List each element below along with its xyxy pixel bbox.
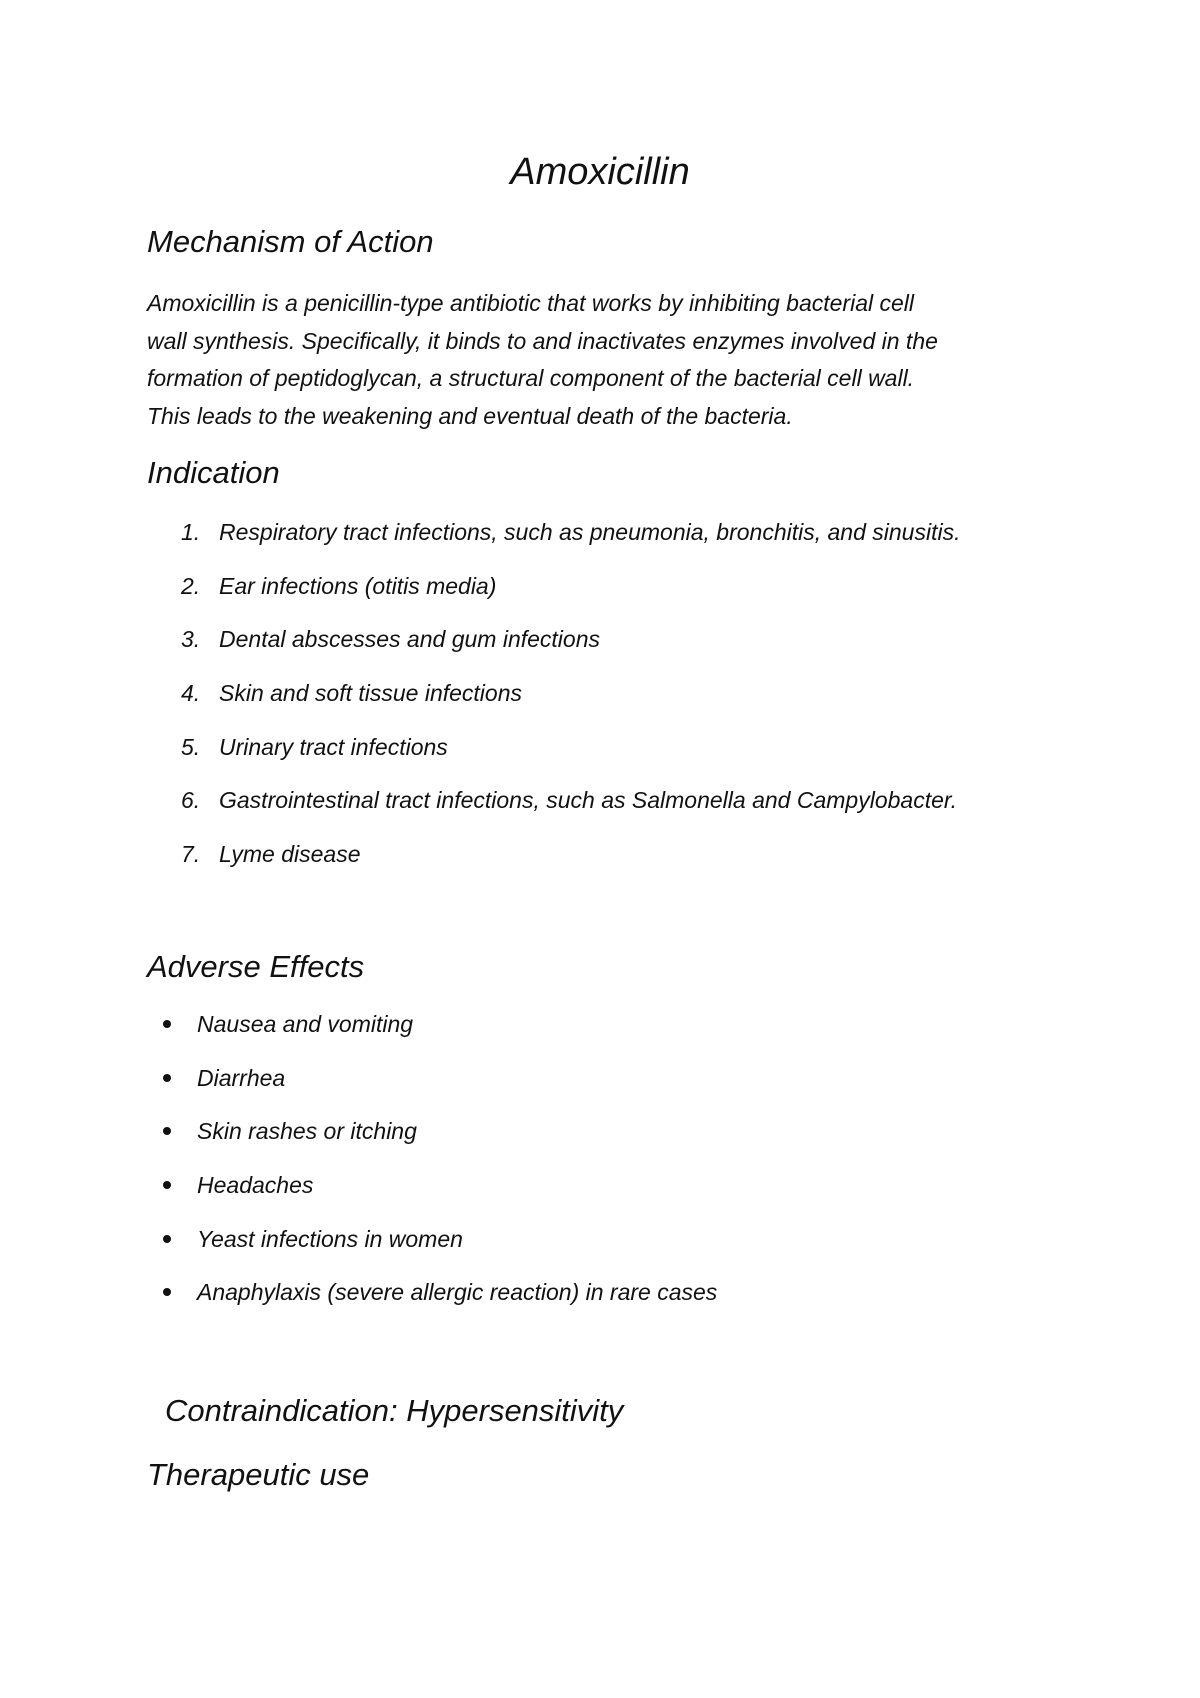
bullet-icon — [163, 1020, 171, 1028]
mechanism-paragraph — [147, 285, 1077, 435]
bullet-icon — [163, 1074, 171, 1082]
adverse-effect-text: Diarrhea — [197, 1064, 286, 1091]
adverse-effect-text: Yeast infections in women — [197, 1225, 463, 1252]
list-number: 6. — [181, 787, 201, 814]
mechanism-line: Amoxicillin is a penicillin-type antibiotic that works by inhibiting bacterial cell — [147, 290, 915, 316]
indication-text: Urinary tract infections — [219, 733, 448, 760]
list-number: 5. — [181, 733, 201, 760]
mechanism-line: formation of peptidoglycan, a structural component of the bacterial cell wall. — [147, 365, 915, 391]
indication-text: Dental abscesses and gum infections — [219, 626, 600, 653]
bullet-icon — [163, 1235, 171, 1243]
list-number: 4. — [181, 680, 201, 707]
adverse-effect-text: Anaphylaxis (severe allergic reaction) in rare cases — [197, 1279, 718, 1306]
bullet-icon — [163, 1127, 171, 1135]
adverse-effect-text: Nausea and vomiting — [197, 1011, 414, 1037]
indication-text: Respiratory tract infections, such as pneumonia, bronchitis, and sinusitis. — [219, 519, 961, 545]
list-number: 3. — [181, 626, 201, 653]
mechanism-line: This leads to the weakening and eventual death of the bacteria. — [147, 402, 793, 429]
adverse-effect-text: Skin rashes or itching — [197, 1118, 417, 1145]
document-title: Amoxicillin — [510, 151, 690, 193]
bullet-icon — [163, 1181, 171, 1189]
list-number: 2. — [181, 572, 201, 599]
adverse-effect-text: Headaches — [197, 1172, 314, 1199]
indication-text: Skin and soft tissue infections — [219, 680, 522, 707]
contraindication-heading: Contraindication: Hypersensitivity — [165, 1393, 624, 1428]
bullet-icon — [163, 1288, 171, 1296]
adverse-effects-heading: Adverse Effects — [147, 949, 365, 984]
therapeutic-use-heading: Therapeutic use — [147, 1457, 370, 1492]
mechanism-line: wall synthesis. Specifically, it binds to and inactivates enzymes involved in the — [147, 327, 938, 354]
list-number: 7. — [181, 841, 201, 868]
indication-heading: Indication — [147, 455, 280, 490]
mechanism-heading: Mechanism of Action — [147, 224, 434, 259]
indication-text: Ear infections (otitis media) — [219, 572, 497, 599]
indication-text: Gastrointestinal tract infections, such as Salmonella and Campylobacter. — [219, 787, 958, 814]
list-number: 1. — [181, 519, 201, 545]
indication-text: Lyme disease — [219, 841, 361, 868]
